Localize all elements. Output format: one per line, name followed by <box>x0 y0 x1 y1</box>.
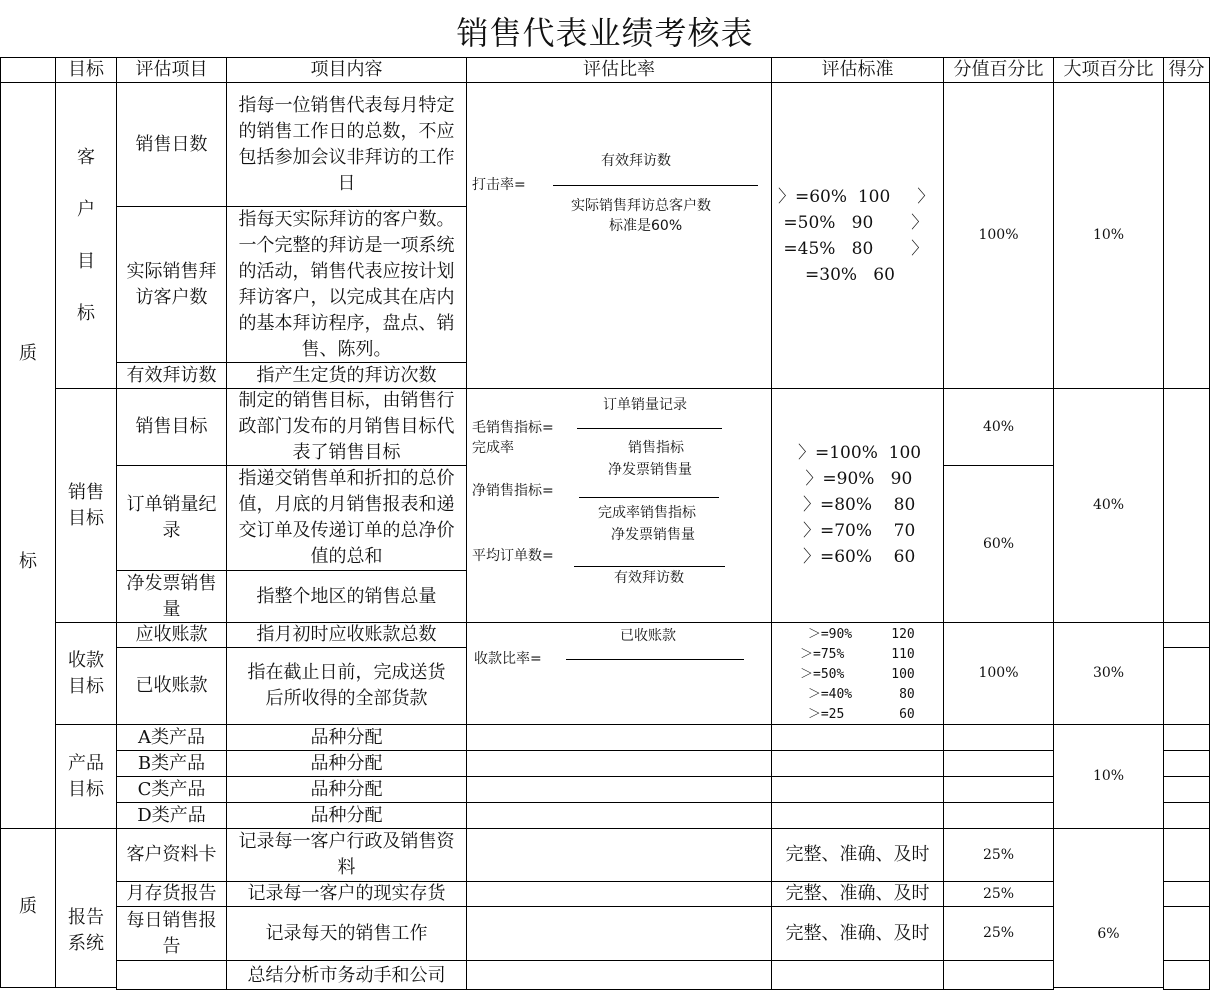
group-report-system: 报告系统 <box>55 828 117 988</box>
standard-daily-sales: 完整、准确、及时 <box>771 906 944 961</box>
item-product-b: B类产品 <box>116 750 227 777</box>
content-customer-card: 记录每一客户行政及销售资料 <box>226 828 467 882</box>
formula-numerator: 有效拜访数 <box>601 153 671 169</box>
score-pct-collection: 100% <box>943 622 1054 725</box>
content-order-record: 指递交销售单和折扣的总价值，月底的月销售报表和递交订单及传递订单的总净价值的总和 <box>226 465 467 571</box>
formula-label-hit-rate: 打击率= <box>472 177 526 193</box>
standard-line: 〉=70% 70 <box>803 521 916 541</box>
score-pct-product-b <box>943 750 1054 777</box>
header-content: 项目内容 <box>226 57 467 83</box>
group-char: 标 <box>77 302 95 324</box>
score-input-received[interactable] <box>1163 647 1210 725</box>
standard-line: 〉=80% 80 <box>803 495 916 515</box>
content-effective-visits: 指产生定货的拜访次数 <box>226 362 467 389</box>
header-eval-item: 评估项目 <box>116 57 227 83</box>
item-order-record: 订单销量纪录 <box>116 465 227 571</box>
score-input-product-a[interactable] <box>1163 724 1210 751</box>
standard-line: 〉=100% 100 <box>798 443 922 463</box>
group-product-target: 产品目标 <box>55 724 117 829</box>
category-char-quality-2: 质 <box>19 896 37 917</box>
formula-label-completion: 完成率 <box>472 440 514 456</box>
item-report-4 <box>116 960 227 990</box>
formula-denominator: 有效拜访数 <box>614 570 684 586</box>
score-input-customer[interactable] <box>1163 82 1210 389</box>
category-char-target: 标 <box>19 551 37 572</box>
item-customer-card: 客户资料卡 <box>116 828 227 882</box>
standard-line: ＞=90% 120 <box>800 627 915 642</box>
item-net-invoice: 净发票销售量 <box>116 570 227 623</box>
content-sales-target: 制定的销售目标，由销售行政部门发布的月销售目标代表了销售目标 <box>226 388 467 466</box>
ratio-collection <box>466 622 772 725</box>
major-pct-report: 6% <box>1053 828 1164 988</box>
ratio-report-4 <box>466 960 772 990</box>
major-pct-product: 10% <box>1053 724 1164 829</box>
major-pct-sales: 40% <box>1053 388 1164 623</box>
standard-line: ＞=25 60 <box>800 707 915 722</box>
score-input-product-d[interactable] <box>1163 802 1210 829</box>
content-daily-sales: 记录每天的销售工作 <box>226 906 467 961</box>
item-actual-visits: 实际销售拜访客户数 <box>116 206 227 363</box>
formula-label-avg: 平均订单数= <box>472 548 554 564</box>
score-pct-daily-sales: 25% <box>943 906 1054 961</box>
formula-denominator: 销售指标 <box>628 440 684 456</box>
ratio-product-d <box>466 802 772 829</box>
formula-denominator: 完成率销售指标 <box>598 505 696 521</box>
header-standard: 评估标准 <box>771 57 944 83</box>
formula-numerator: 净发票销售量 <box>611 527 695 543</box>
score-input-customer-card[interactable] <box>1163 828 1210 882</box>
group-char: 客 <box>77 146 95 168</box>
standard-product-c <box>771 776 944 803</box>
score-pct-order-record: 60% <box>943 465 1054 623</box>
content-sales-days: 指每一位销售代表每月特定的销售工作日的总数，不应包括参加会议非拜访的工作日 <box>226 82 467 207</box>
standard-line: ＞=50% 100 <box>800 667 915 682</box>
formula-label-gross: 毛销售指标= <box>472 420 554 436</box>
ratio-product-c <box>466 776 772 803</box>
content-product-c: 品种分配 <box>226 776 467 803</box>
category-quality-2 <box>0 828 56 988</box>
content-receivable: 指月初时应收账款总数 <box>226 622 467 648</box>
standard-product-a <box>771 724 944 751</box>
standard-line: =45% 80 〉 <box>778 239 929 259</box>
standard-product-d <box>771 802 944 829</box>
header-ratio: 评估比率 <box>466 57 772 83</box>
content-monthly-stock: 记录每一客户的现实存货 <box>226 881 467 907</box>
content-actual-visits: 指每天实际拜访的客户数。一个完整的拜访是一项系统的活动，销售代表应按计划拜访客户，以完成其在店内的基本拜访程序，盘点、销售、陈列。 <box>226 206 467 363</box>
score-pct-customer-card: 25% <box>943 828 1054 882</box>
content-net-invoice: 指整个地区的销售总量 <box>226 570 467 623</box>
standard-customer-card: 完整、准确、及时 <box>771 828 944 882</box>
score-pct-report-4 <box>943 960 1054 990</box>
fraction-line <box>566 659 744 660</box>
header-target: 目标 <box>55 57 117 83</box>
formula-label-collection: 收款比率= <box>474 651 542 667</box>
standard-line: =50% 90 〉 <box>778 213 929 233</box>
content-received: 指在截止日前，完成送货后所收得的全部货款 <box>226 647 467 725</box>
fraction-line <box>553 185 758 186</box>
score-pct-customer: 100% <box>943 82 1054 389</box>
header-blank <box>0 57 56 83</box>
item-monthly-stock: 月存货报告 <box>116 881 227 907</box>
standard-line: ＞=75% 110 <box>800 647 915 662</box>
score-pct-product-c <box>943 776 1054 803</box>
formula-denominator: 实际销售拜访总客户数 <box>571 198 711 214</box>
item-received: 已收账款 <box>116 647 227 725</box>
score-input-sales[interactable] <box>1163 388 1210 623</box>
fraction-line <box>579 497 719 498</box>
fraction-line <box>577 428 722 429</box>
group-char: 户 <box>77 198 95 220</box>
formula-numerator: 净发票销售量 <box>608 462 692 478</box>
score-pct-monthly-stock: 25% <box>943 881 1054 907</box>
item-sales-days: 销售日数 <box>116 82 227 207</box>
standard-line: ＞=40% 80 <box>800 687 915 702</box>
formula-label-net: 净销售指标= <box>472 483 554 499</box>
score-input-product-c[interactable] <box>1163 776 1210 803</box>
category-quality-target <box>0 82 56 829</box>
item-product-c: C类产品 <box>116 776 227 803</box>
content-product-d: 品种分配 <box>226 802 467 829</box>
score-input-receivable[interactable] <box>1163 622 1210 648</box>
standard-line: 〉=90% 90 <box>800 469 913 489</box>
group-char: 目 <box>77 250 95 272</box>
standard-line: 〉=60% 100 〉 <box>778 187 935 207</box>
item-daily-sales: 每日销售报告 <box>116 906 227 961</box>
header-score-pct: 分值百分比 <box>943 57 1054 83</box>
header-score: 得分 <box>1163 57 1210 83</box>
formula-numerator: 已收账款 <box>620 628 676 644</box>
score-input-report-4[interactable] <box>1163 960 1210 990</box>
content-report-4: 总结分析市务动手和公司 <box>226 960 467 990</box>
category-char-quality: 质 <box>19 343 37 364</box>
score-pct-product-a <box>943 724 1054 751</box>
score-pct-product-d <box>943 802 1054 829</box>
content-product-b: 品种分配 <box>226 750 467 777</box>
score-input-daily-sales[interactable] <box>1163 906 1210 961</box>
header-major-pct: 大项百分比 <box>1053 57 1164 83</box>
item-product-a: A类产品 <box>116 724 227 751</box>
page-title: 销售代表业绩考核表 <box>456 14 754 52</box>
formula-note: 标准是60% <box>609 218 683 234</box>
score-pct-sales-target: 40% <box>943 388 1054 466</box>
item-receivable: 应收账款 <box>116 622 227 648</box>
item-effective-visits: 有效拜访数 <box>116 362 227 389</box>
major-pct-collection: 30% <box>1053 622 1164 725</box>
score-input-product-b[interactable] <box>1163 750 1210 777</box>
item-product-d: D类产品 <box>116 802 227 829</box>
standard-line: 〉=60% 60 <box>803 547 916 567</box>
ratio-product-a <box>466 724 772 751</box>
fraction-line <box>574 566 725 567</box>
ratio-daily-sales <box>466 906 772 961</box>
group-sales-target: 销售目标 <box>55 388 117 623</box>
item-sales-target: 销售目标 <box>116 388 227 466</box>
group-customer-target <box>55 82 117 389</box>
ratio-monthly-stock <box>466 881 772 907</box>
ratio-product-b <box>466 750 772 777</box>
score-input-monthly-stock[interactable] <box>1163 881 1210 907</box>
ratio-customer-card <box>466 828 772 882</box>
major-pct-customer: 10% <box>1053 82 1164 389</box>
standard-monthly-stock: 完整、准确、及时 <box>771 881 944 907</box>
content-product-a: 品种分配 <box>226 724 467 751</box>
formula-numerator: 订单销量记录 <box>603 397 687 413</box>
standard-line: =30% 60 <box>778 265 895 285</box>
standard-report-4 <box>771 960 944 990</box>
standard-product-b <box>771 750 944 777</box>
group-collection-target: 收款目标 <box>55 622 117 725</box>
